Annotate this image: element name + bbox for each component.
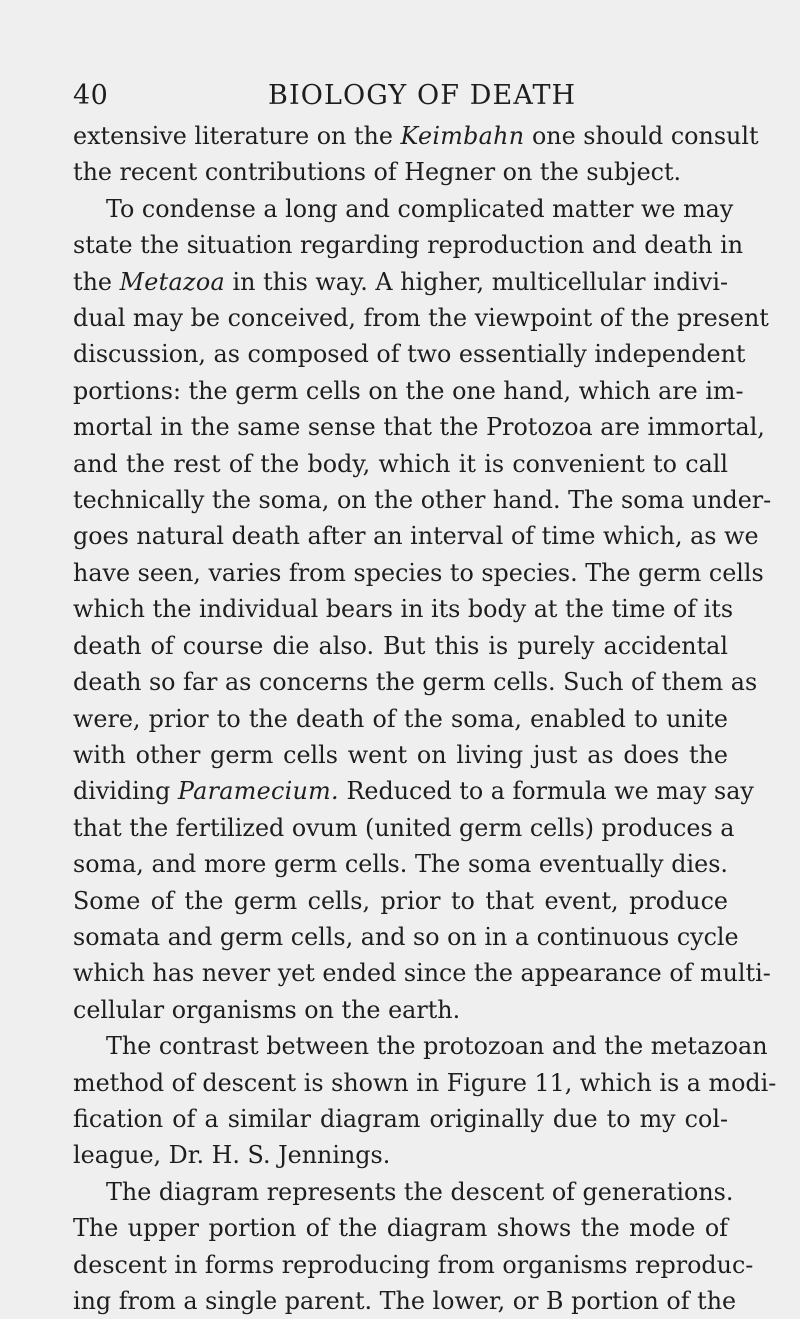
page-number: 40 bbox=[73, 80, 109, 111]
text-line: cellular organisms on the earth. bbox=[73, 995, 461, 1024]
text-line: dividing Paramecium. Reduced to a formula we may say bbox=[73, 777, 754, 806]
text-line: technically the soma, on the other hand. The soma under- bbox=[73, 486, 772, 515]
text-line: goes natural death after an interval of time which, as we bbox=[73, 522, 759, 551]
text-line: mortal in the same sense that the Protozoa are immortal, bbox=[73, 413, 765, 442]
text-line: descent in forms reproducing from organisms reproduc- bbox=[73, 1250, 754, 1279]
text-line: have seen, varies from species to species. The germ cells bbox=[73, 558, 764, 587]
text-line: that the fertilized ovum (united germ cells) produces a bbox=[73, 813, 735, 842]
text-line: discussion, as composed of two essentially independent bbox=[73, 340, 746, 369]
text-line: fication of a similar diagram originally due to my col- bbox=[73, 1104, 728, 1133]
text-line: To condense a long and complicated matter we may bbox=[106, 194, 734, 223]
page-header bbox=[73, 76, 728, 116]
text-line: ing from a single parent. The lower, or B portion of the bbox=[73, 1287, 737, 1315]
text-line: which has never yet ended since the appearance of multi- bbox=[73, 959, 771, 988]
text-line: Some of the germ cells, prior to that event, produce bbox=[73, 886, 728, 915]
text-line: The upper portion of the diagram shows the mode of bbox=[73, 1214, 728, 1243]
body-text bbox=[73, 118, 777, 1319]
text-line: soma, and more germ cells. The soma eventually dies. bbox=[73, 850, 728, 879]
text-line: the Metazoa in this way. A higher, multicellular indivi- bbox=[73, 267, 728, 296]
text-line: The diagram represents the descent of generations. bbox=[106, 1177, 734, 1206]
text-line: extensive literature on the Keimbahn one should consult bbox=[73, 122, 759, 150]
text-line: death so far as concerns the germ cells. Such of them as bbox=[73, 668, 758, 697]
text-line: The contrast between the protozoan and the metazoan bbox=[106, 1032, 768, 1061]
text-line: which the individual bears in its body at the time of its bbox=[73, 595, 734, 624]
text-line: portions: the germ cells on the one hand, which are im- bbox=[73, 376, 744, 405]
text-line: death of course die also. But this is purely accidental bbox=[73, 631, 728, 660]
text-line: state the situation regarding reproduction and death in bbox=[73, 231, 744, 260]
text-line: the recent contributions of Hegner on the subject. bbox=[73, 158, 682, 187]
text-line: were, prior to the death of the soma, enabled to unite bbox=[73, 704, 728, 733]
text-line: dual may be conceived, from the viewpoint of the present bbox=[73, 304, 769, 333]
running-title: BIOLOGY OF DEATH bbox=[268, 80, 577, 111]
text-line: with other germ cells went on living just as does the bbox=[73, 740, 728, 769]
text-line: method of descent is shown in Figure 11, which is a modi- bbox=[73, 1068, 777, 1097]
text-line: and the rest of the body, which it is convenient to call bbox=[73, 449, 728, 478]
text-line: league, Dr. H. S. Jennings. bbox=[73, 1141, 391, 1170]
text-line: somata and germ cells, and so on in a continuous cycle bbox=[73, 922, 739, 951]
